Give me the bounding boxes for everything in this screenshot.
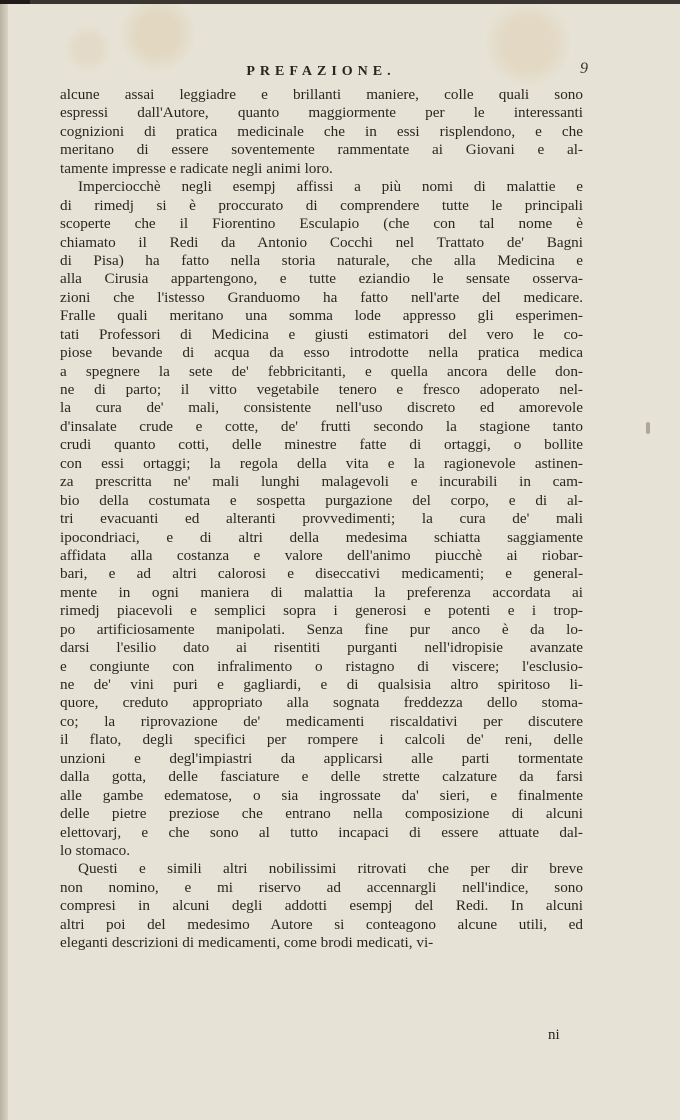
book-gutter: [0, 4, 8, 1120]
text-line: alcune assai leggiadre e brillanti maniere, colle quali sono: [60, 86, 583, 103]
text-line: rimedj piacevoli e semplici sopra i generosi e potenti e i trop-: [60, 602, 583, 620]
text-line: Imperciocchè negli esempj affissi a più nomi di malattie e: [78, 178, 583, 196]
running-head: [60, 60, 588, 84]
text-line: Fralle quali meritano una somma lode appresso gli esperimen-: [60, 307, 583, 325]
text-line: elettovarj, e che sono al tutto incapaci di essere attuate dal-: [60, 823, 583, 841]
text-line: non nomino, e mi riservo ad accennargli nell'indice, sono: [60, 878, 583, 896]
text-line: quore, creduto appropriato alla sognata freddezza dello stoma-: [60, 694, 583, 712]
text-line: a spegnere la sete de' febbricitanti, e quella ancora delle don-: [60, 362, 583, 380]
text-line: unzioni e degl'impiastri da applicarsi alle parti tormentate: [60, 749, 583, 767]
page-number: 9: [580, 60, 588, 77]
text-line: crudi quanto cotti, delle minestre fatte di ortaggi, o bollite: [60, 436, 583, 454]
text-line: tamente impresse e radicate negli animi loro.: [60, 159, 333, 177]
text-line: zioni che l'istesso Granduomo ha fatto nell'arte del medicare.: [60, 288, 583, 306]
text-line: lo stomaco.: [60, 841, 131, 859]
text-line: tati Professori di Medicina e giusti estimatori del vero le co-: [60, 325, 583, 343]
catchword: ni: [548, 1027, 560, 1043]
text-line: po artificiosamente manipolati. Senza fine pur anco è da lo-: [60, 620, 583, 638]
text-line: compresi in alcuni degli addotti esempj del Redi. In alcuni: [60, 897, 583, 915]
text-line: ipocondriaci, e di altri della medesima schiatta saggiamente: [60, 528, 583, 546]
text-line: bari, e ad altri calorosi e diseccativi medicamenti; e general-: [60, 565, 583, 583]
text-line: eleganti descrizioni di medicamenti, come brodi medicati, vi-: [60, 934, 434, 952]
running-title: PREFAZIONE.: [246, 64, 396, 79]
text-line: altri poi del medesimo Autore si conteagono alcune utili, ed: [60, 915, 583, 933]
text-line: bio della costumata e sospetta purgazione del corpo, e di al-: [60, 491, 583, 509]
text-line: chiamato il Redi da Antonio Cocchi nel Trattato de' Bagni: [60, 233, 583, 251]
text-line: con essi ortaggi; la regola della vita e la ragionevole astinen-: [60, 454, 583, 472]
text-line: cognizioni di pratica medicinale che in essi risplendono, e che: [60, 122, 583, 140]
text-line: mente in ogni maniera di malattia la preferenza accordata ai: [60, 583, 583, 601]
text-line: ne de' vini puri e gagliardi, e di qualsisia altro spiritoso li-: [60, 676, 583, 693]
text-line: il flato, degli specifici per rompere i calcoli de' reni, delle: [60, 731, 583, 749]
text-line: di Pisa) ha fatto nella storia naturale, che alla Medicina e: [60, 251, 583, 269]
text-line: piose bevande di acqua da esso introdotte nella pratica medica: [60, 344, 583, 362]
body-text: [60, 86, 583, 953]
text-line: alle gambe edematose, o sia ingrossate da' sieri, e finalmente: [60, 786, 583, 804]
text-line: di rimedj si è proccurato di comprendere tutte le principali: [60, 196, 583, 214]
text-line: espressi dall'Autore, quanto maggiormente per le interessanti: [60, 104, 583, 122]
text-line: e congiunte con infralimento o ristagno di viscere; l'esclusio-: [60, 657, 583, 675]
text-line: affidata alla costanza e valore dell'animo piucchè ai riobar-: [60, 546, 583, 564]
text-line: dalla gotta, delle fasciature e delle strette calzature da farsi: [60, 768, 583, 786]
text-line: darsi l'esilio dato ai risentiti purganti nell'idropisie avanzate: [60, 639, 583, 657]
text-line: delle pietre preziose che entrano nella composizione di alcuni: [60, 805, 583, 823]
text-line: tri evacuanti ed alteranti provvedimenti; la cura de' mali: [60, 510, 583, 528]
text-line: la cura de' mali, consistente nell'uso discreto ed amorevole: [60, 399, 583, 417]
text-line: meritano di essere soventemente rammentate ai Giovani e al-: [60, 141, 583, 159]
paper-speck: [646, 422, 650, 434]
text-line: alla Cirusia appartengono, e tutte eziandio le sensate osserva-: [60, 270, 583, 288]
text-line: ne di parto; il vitto vegetabile tenero e fresco adoperato nel-: [60, 381, 583, 398]
text-line: d'insalate crude e cotte, de' frutti secondo la stagione tanto: [60, 417, 583, 435]
text-line: Questi e simili altri nobilissimi ritrovati che per dir breve: [78, 860, 583, 878]
text-line: za prescritta ne' mali lunghi malagevoli e incurabili in cam-: [60, 473, 583, 491]
text-line: co; la riprovazione de' medicamenti riscaldativi per discutere: [60, 712, 583, 730]
text-line: scoperte che il Fiorentino Esculapio (che con tal nome è: [60, 215, 583, 233]
